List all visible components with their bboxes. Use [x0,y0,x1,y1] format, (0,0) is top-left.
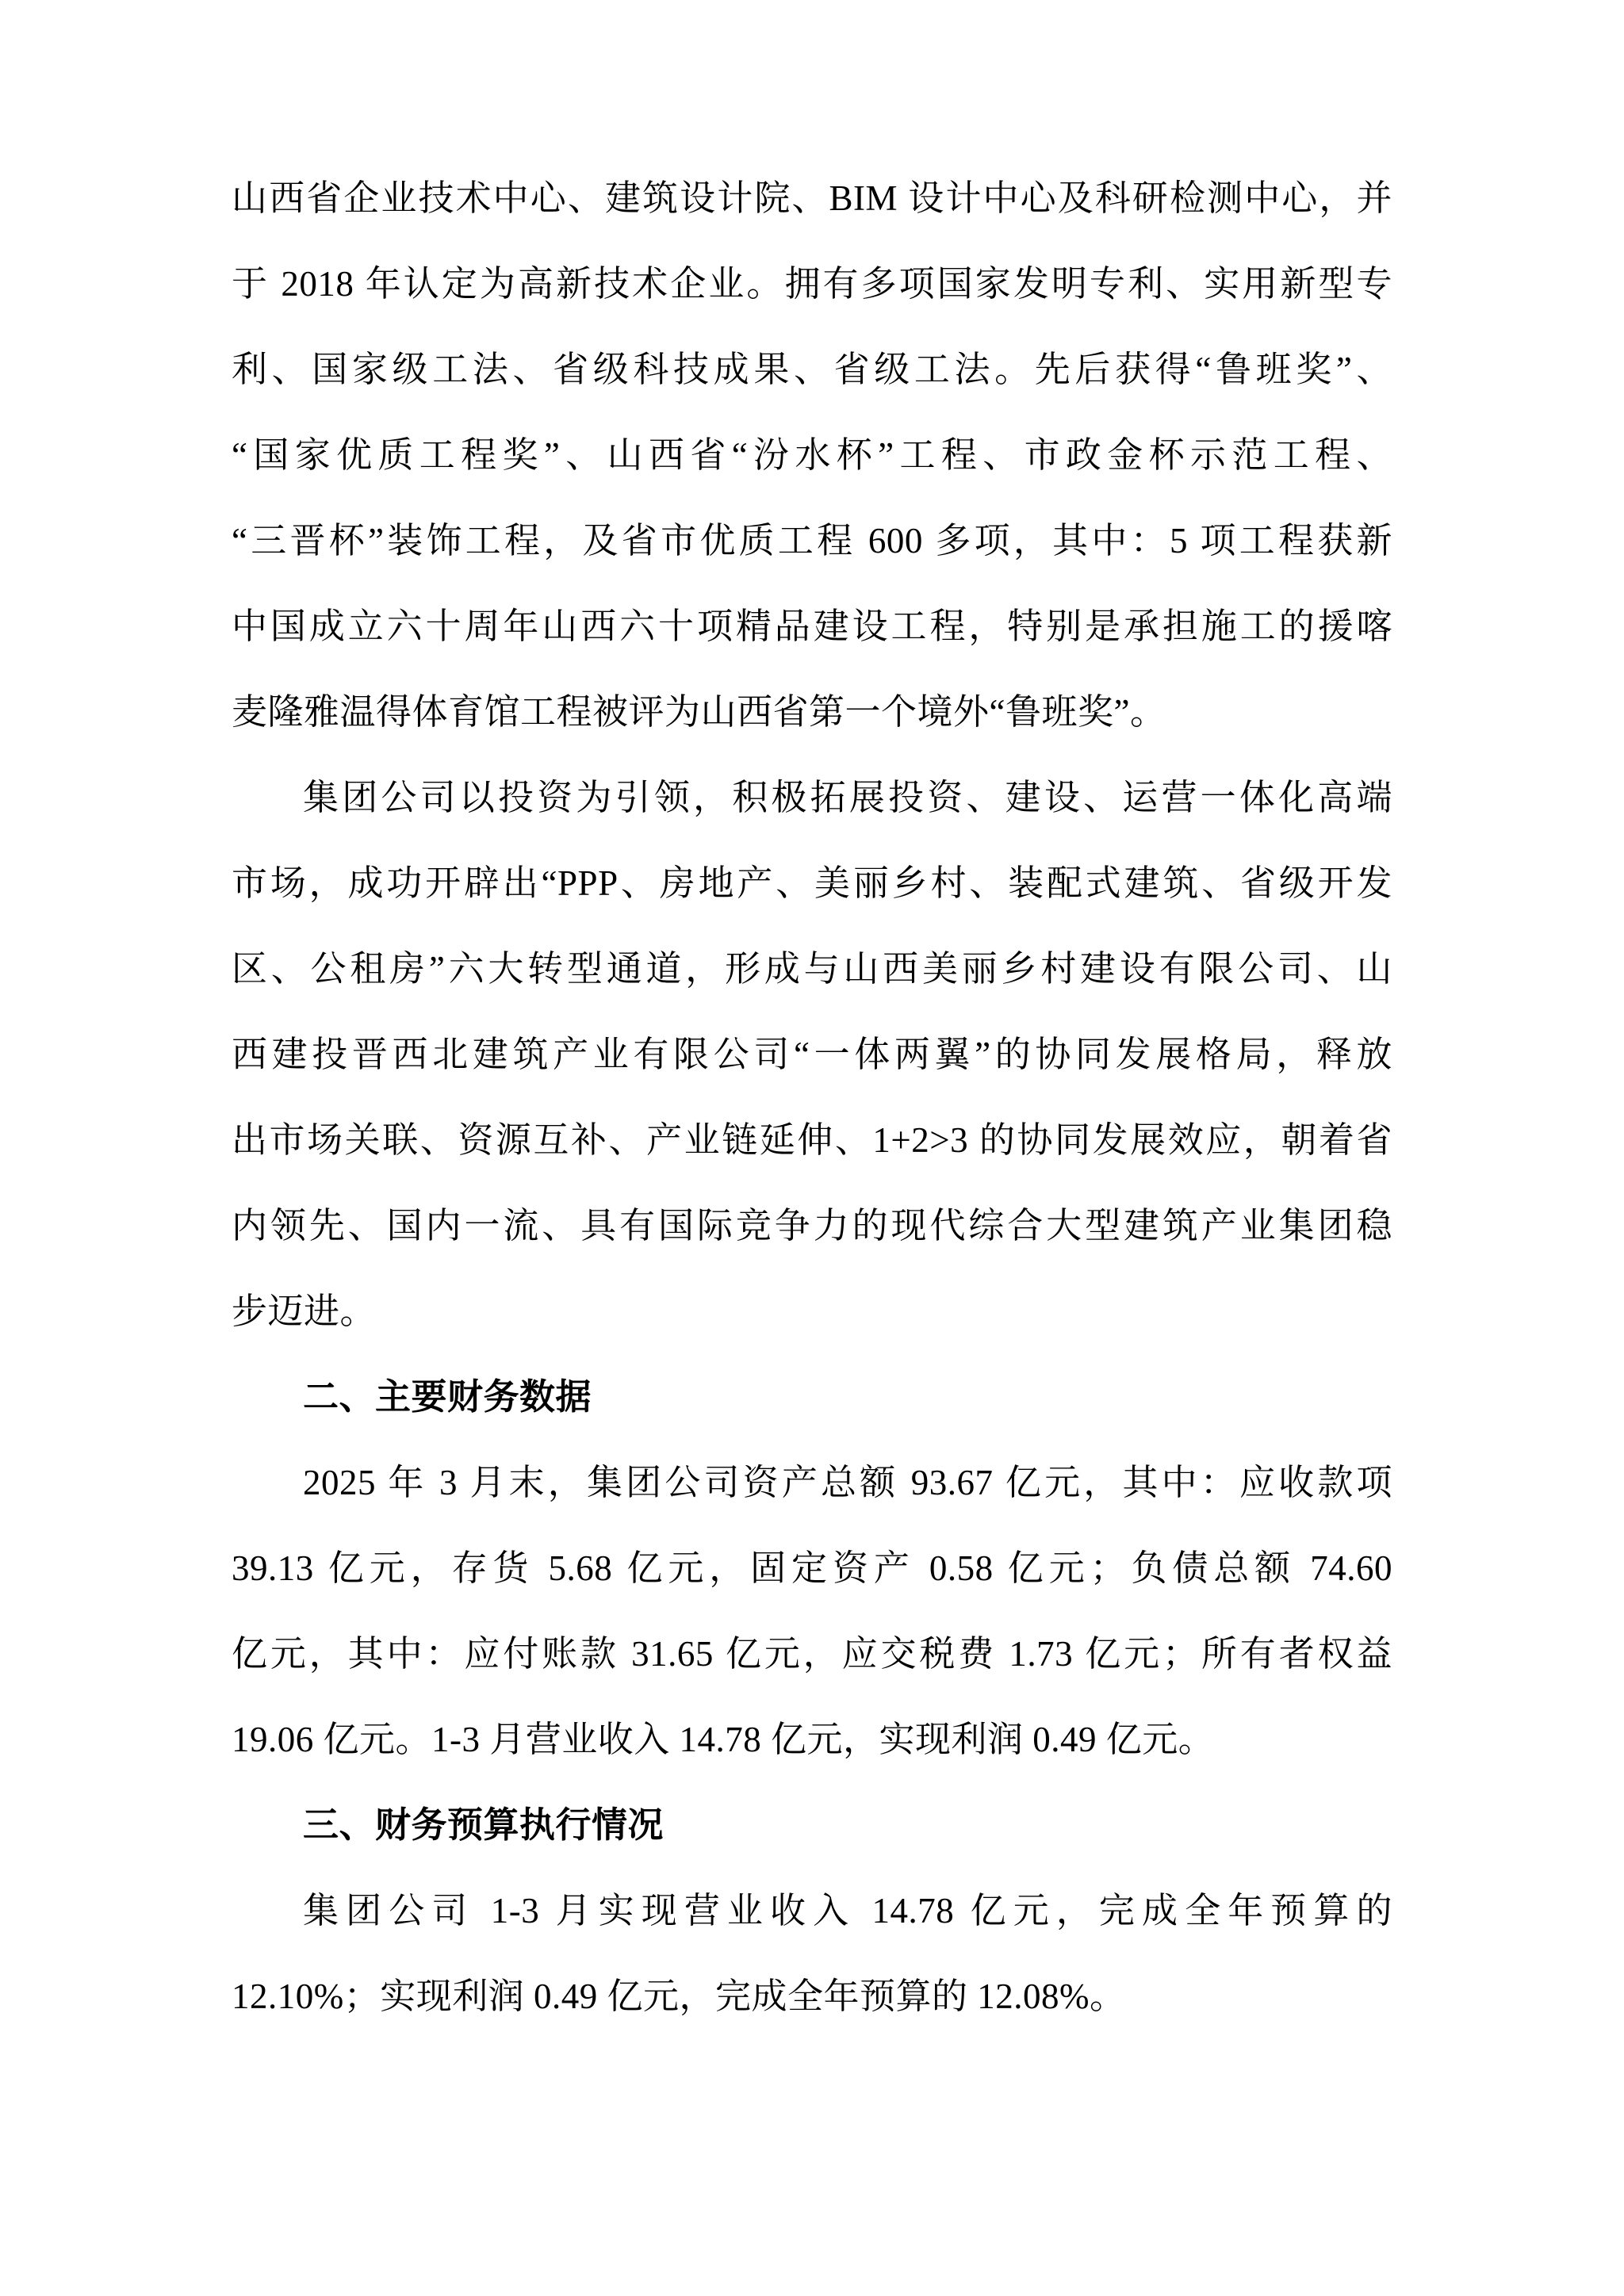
paragraph-start-line: 2025 年 3 月末，集团公司资产总额 93.67 亿元，其中：应收款项 [303,1463,1392,1502]
text-line: “三晋杯”装饰工程，及省市优质工程 600 多项，其中：5 项工程获新 [232,521,1392,561]
text-line: 利、国家级工法、省级科技成果、省级工法。先后获得“鲁班奖”、 [232,350,1392,389]
text-line: 步迈进。 [232,1292,377,1331]
text-line: 内领先、国内一流、具有国际竞争力的现代综合大型建筑产业集团稳 [232,1206,1392,1246]
text-line: 中国成立六十周年山西六十项精品建设工程，特别是承担施工的援喀 [232,607,1392,646]
text-line: “国家优质工程奖”、山西省“汾水杯”工程、市政金杯示范工程、 [232,435,1392,475]
text-line: 山西省企业技术中心、建筑设计院、BIM 设计中心及科研检测中心，并 [232,178,1392,218]
text-line: 区、公租房”六大转型通道，形成与山西美丽乡村建设有限公司、山 [232,949,1392,989]
text-line: 出市场关联、资源互补、产业链延伸、1+2>3 的协同发展效应，朝着省 [232,1120,1392,1160]
paragraph-start-line: 集团公司 1-3 月实现营业收入 14.78 亿元，完成全年预算的 [303,1891,1392,1931]
section-heading-budget-execution: 三、财务预算执行情况 [303,1805,665,1845]
text-line: 于 2018 年认定为高新技术企业。拥有多项国家发明专利、实用新型专 [232,264,1392,304]
text-block [232,155,1392,2039]
text-line: 亿元，其中：应付账款 31.65 亿元，应交税费 1.73 亿元；所有者权益 [232,1634,1392,1674]
text-line: 12.10%；实现利润 0.49 亿元，完成全年预算的 12.08%。 [232,1976,1126,2016]
text-line: 西建投晋西北建筑产业有限公司“一体两翼”的协同发展格局，释放 [232,1035,1392,1074]
text-line: 麦隆雅温得体育馆工程被评为山西省第一个境外“鲁班奖”。 [232,692,1166,732]
text-line: 19.06 亿元。1-3 月营业收入 14.78 亿元，实现利润 0.49 亿元。 [232,1720,1215,1759]
section-heading-finance-data: 二、主要财务数据 [303,1377,592,1417]
text-line: 39.13 亿元，存货 5.68 亿元，固定资产 0.58 亿元；负债总额 74.60 [232,1548,1392,1588]
paragraph-start-line: 集团公司以投资为引领，积极拓展投资、建设、运营一体化高端 [303,778,1392,817]
text-line: 市场，成功开辟出“PPP、房地产、美丽乡村、装配式建筑、省级开发 [232,863,1392,903]
